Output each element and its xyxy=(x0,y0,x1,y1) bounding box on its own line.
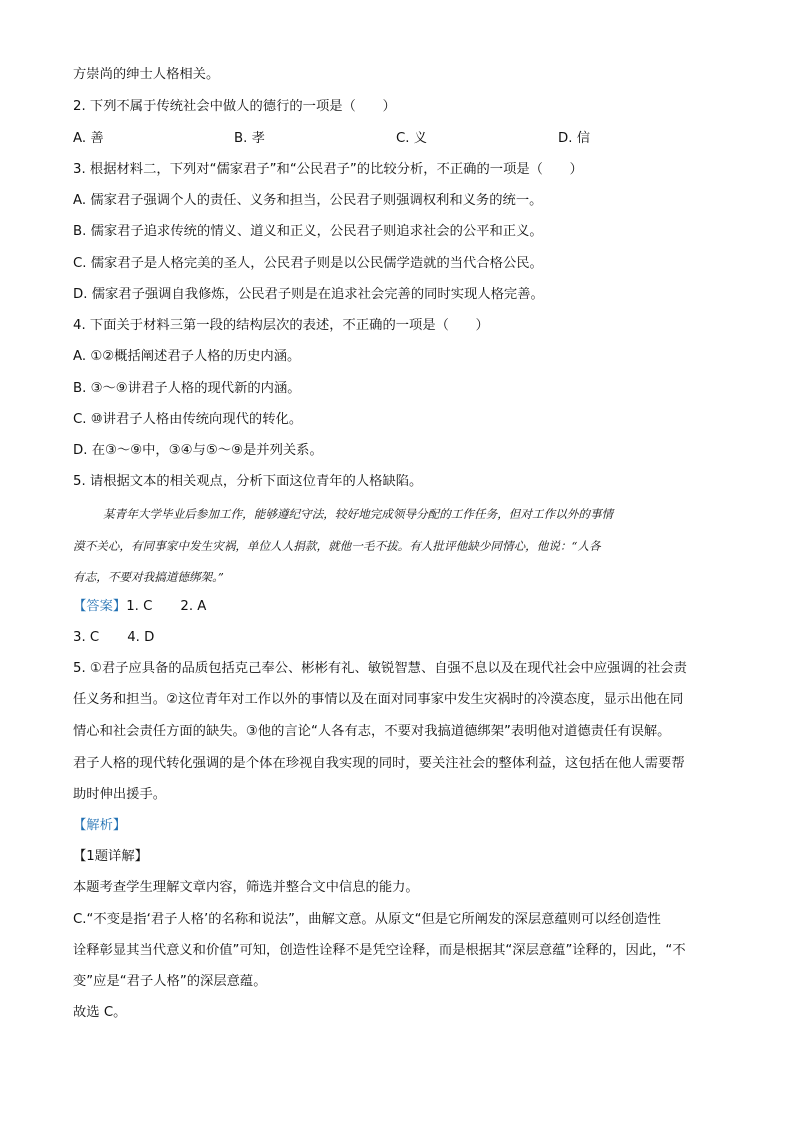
q3-option-b: B. 儒家君子追求传统的情义、道义和正义，公民君子则追求社会的公平和正义。 xyxy=(73,224,543,239)
q2-option-d: D. 信 xyxy=(558,131,590,146)
q3-option-a: A. 儒家君子强调个人的责任、义务和担当，公民君子则强调权利和义务的统一。 xyxy=(73,193,543,208)
detail-line: 变”应是“君子人格”的深层意蕴。 xyxy=(73,974,267,989)
detail-line: C.“不变是指‘君子人格’的名称和说法”，曲解文意。从原文“但是它所阐发的深层意蕴则可以经创造性 xyxy=(73,912,661,927)
question-5: 5. 请根据文本的相关观点，分析下面这位青年的人格缺陷。 xyxy=(73,474,423,489)
answer-row xyxy=(73,598,206,616)
answer-5-line: 任义务和担当。②这位青年对工作以外的事情以及在面对同事家中发生灾祸时的冷漠态度，显示出他在同 xyxy=(73,692,684,707)
answer-5-line: 5. ①君子应具备的品质包括克己奉公、彬彬有礼、敏锐智慧、自强不息以及在现代社会中应强调的社会责 xyxy=(73,661,687,676)
answer-2: 2. A xyxy=(180,599,207,614)
q4-option-c: C. ⑩讲君子人格由传统向现代的转化。 xyxy=(73,412,303,427)
detail-line: 本题考查学生理解文章内容，筛选并整合文中信息的能力。 xyxy=(73,880,419,895)
answer-3: 3. C xyxy=(73,630,100,645)
q2-option-c: C. 义 xyxy=(396,131,428,146)
question-4: 4. 下面关于材料三第一段的结构层次的表述，不正确的一项是（ ） xyxy=(73,318,489,333)
answer-1: 1. C xyxy=(126,599,153,614)
q2-option-b: B. 孝 xyxy=(234,131,265,146)
quote-line: 漠不关心，有同事家中发生灾祸，单位人人捐款，就他一毛不拔。有人批评他缺少同情心，他说：“人各 xyxy=(73,539,601,553)
answer-label: 【答案】 xyxy=(73,599,127,614)
answer-row xyxy=(73,629,154,647)
analysis-label: 【解析】 xyxy=(73,818,127,833)
detail-line: 诠释彰显其当代意义和价值”可知，创造性诠释不是凭空诠释，而是根据其“深层意蕴”诠释的，因此，“不 xyxy=(73,943,686,958)
q4-option-b: B. ③～⑨讲君子人格的现代新的内涵。 xyxy=(73,381,301,396)
answer-5-line: 助时伸出援手。 xyxy=(73,787,167,802)
q4-option-a: A. ①②概括阐述君子人格的历史内涵。 xyxy=(73,349,301,364)
q2-option-a: A. 善 xyxy=(73,131,104,146)
q3-option-d: D. 儒家君子强调自我修炼，公民君子则是在追求社会完善的同时实现人格完善。 xyxy=(73,287,544,302)
text-line: 方崇尚的绅士人格相关。 xyxy=(73,67,220,82)
q3-option-c: C. 儒家君子是人格完美的圣人，公民君子则是以公民儒学造就的当代合格公民。 xyxy=(73,256,543,271)
quote-line: 有志，不要对我搞道德绑架。” xyxy=(73,570,224,584)
q4-option-d: D. 在③～⑨中，③④与⑤～⑨是并列关系。 xyxy=(73,443,323,458)
detail-heading: 【1题详解】 xyxy=(73,849,148,864)
question-3: 3. 根据材料二，下列对“儒家君子”和“公民君子”的比较分析，不正确的一项是（ ） xyxy=(73,162,583,177)
quote-line: 某青年大学毕业后参加工作，能够遵纪守法，较好地完成领导分配的工作任务，但对工作以外的事情 xyxy=(103,507,614,521)
answer-5-line: 情心和社会责任方面的缺失。③他的言论“人各有志，不要对我搞道德绑架”表明他对道德责任有误解。 xyxy=(73,724,671,739)
detail-line: 故选 C。 xyxy=(73,1005,127,1020)
question-2: 2. 下列不属于传统社会中做人的德行的一项是（ ） xyxy=(73,99,396,114)
answer-4: 4. D xyxy=(127,630,155,645)
answer-5-line: 君子人格的现代转化强调的是个体在珍视自我实现的同时，要关注社会的整体利益，这包括在他人需要帮 xyxy=(73,756,685,771)
